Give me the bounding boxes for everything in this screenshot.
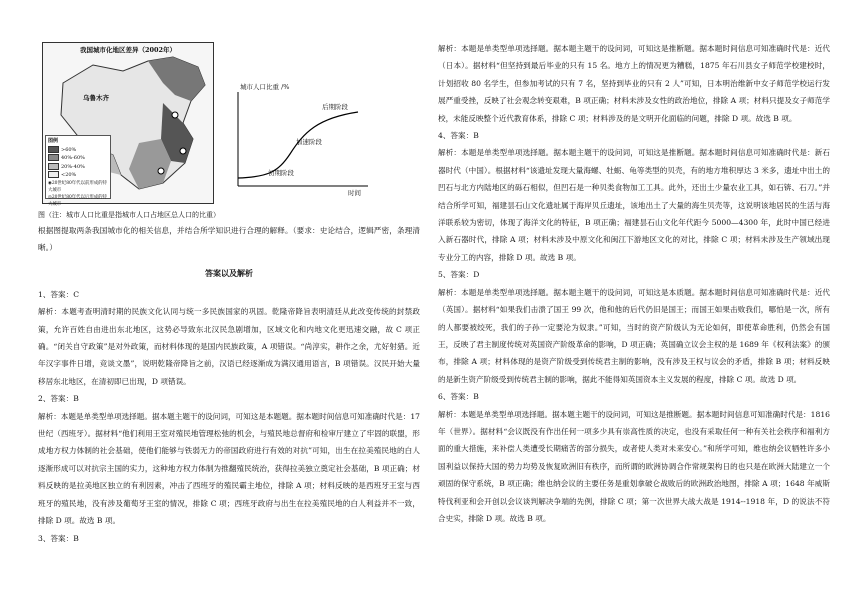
answer-4-label: 4、答案：B	[438, 131, 479, 141]
answer-1-label: 1、答案：C	[38, 289, 80, 299]
answer-5-label: 5、答案：D	[438, 270, 480, 280]
graph-ylabel: 城市人口比重 /%	[240, 83, 290, 91]
question-text: 根据图提取两条我国城市化的相关信息，并结合所学知识进行合理的解释。（要求：史论结合，逻辑严密，条理清晰。）	[38, 226, 420, 253]
stage-late: 后期阶段	[322, 103, 348, 111]
left-column	[38, 0, 420, 547]
legend-note: ◉20世纪80年代以前形成的特大城市	[48, 180, 107, 193]
answer-2-analysis: 解析：本题是单类型单项选择题。据本题主题干的设问词，可知这是本题题。据本题时间信息可知准确时代是：17 世纪（西班牙）。据材料“他们利用王室对殖民地管理松弛的机会，与殖民地总督府和检审厅建立了牢固的联盟，形成地方权力体制的社会基础，使他们能够与铁弱无力的帝国政府进行有效的对抗”可知，出生在拉美殖民地的白人逐渐形成可以对抗宗主国的实力，这种地方权力体制为推翻殖民统治，获得拉美独立奠定社会基础，B 项正确；材料反映的是拉美地区独立的有利因素，冲击了西班牙的殖民霸主地位，排除 A 项；材料反映的是西班牙王室与西班牙的殖民地，没有涉及葡萄牙王室的情况，排除 C 项；西班牙政府与出生在拉美殖民地的白人利益并不一致，排除 D 项。故选 B 项。	[38, 411, 420, 526]
china-map	[42, 42, 214, 207]
legend-title: 图例	[48, 138, 59, 144]
answer-2-label: 2、答案：B	[38, 394, 79, 404]
answer-6-analysis: 解析：本题是单类型单项选择题。据本题主题干的设问词，可知这是推断题。据本题时间信息可知准确时代是：1816 年（世界）。据材料“会议既没有作出任何一项多少具有崇高性质的决定，也没有采取任何一种有关社会秩序和福利方面的重大措施，来补偿人类遭受长期痛苦的部分损失，或者使人类对未来安心。”和所学可知，维也纳会议牺牲许多小国利益以保持大国的势力均势及恢复欧洲旧有秩序，而所谓的欧洲协调合作常规架构日的也只是在欧洲大陆建立一个顽固的保守系统，B 项正确；维也纳会议的主要任务是重划拿破仑战败后的欧洲政治地图，排除 A 项；1648 年威斯特伐利亚和会开创以会议谈判解决争端的先例，排除 C 项；第一次世界大战大战是 1914--1918 年，D 的说法不符合史实，排除 D 项。故选 B 项。	[438, 409, 830, 523]
urbanization-curve	[218, 82, 378, 202]
map-city-label: 乌鲁木齐	[83, 94, 109, 102]
figure-caption: 图（注：城市人口比重是指城市人口占地区总人口的比重）	[38, 211, 220, 219]
legend-item: 40%-60%	[48, 154, 108, 163]
stage-accelerating: 加速阶段	[296, 138, 322, 146]
answer-4-analysis: 解析：本题是单类型单项选择题。据本题主题干的设问词，可知这是推断题。据本题时间信息可知准确时代是：新石器时代（中国）。根据材料“该遗址发现大量海螺、牡蛎、龟等类型的贝壳，有的地方堆积厚达 3 米多，遗址中出土的凹石与北方内陆地区的砾石相似，但凹石是一种贝类食物加工工具。此外，还出土少量农业工具，如石锛、石刀。”并结合所学可知，福建昙石山文化遗址属于海岸贝丘遗址，该地出土了大量的海生贝壳等，这说明该地居民的生活与海洋联系较为密切，体现了海洋文化的特征，B 项正确；福建昙石山文化年代距今 5000—4300 年，此时中国已经进入新石器时代，排除 A 项；材料未涉及中原文化和闽江下游地区文化的对比，排除 C 项；材料未涉及生产领域出现专业分工的内容，排除 D 项。故选 B 项。	[438, 148, 830, 262]
legend-item: <20%	[48, 171, 108, 180]
figure	[38, 42, 420, 210]
map-title: 我国城市化地区差异（2002年）	[79, 46, 177, 54]
answer-3-label: 3、答案：B	[38, 533, 79, 543]
graph-xlabel: 时间	[348, 189, 361, 197]
legend-note: ◎20世纪80年代以后形成的特大城市	[48, 194, 107, 207]
answer-5-analysis: 解析：本题是单类型单项选择题。据本题主题干的设问词，可知这是本质题。据本题时间信息可知准确时代是：近代（英国）。据材料“如果我们击溃了国王 99 次，他和他的后代仍旧是国王；而国王如果击败我们，哪怕是一次，所有的人都要被绞死，我们的子孙一定要沦为奴隶。”可知，当时的资产阶级认为无论如何，即使革命胜利，仍然会有国王，反映了君主制度传统对英国资产阶级革命的影响，D 项正确；英国确立议会主权的是 1689 年《权利法案》的颁布，排除 A 项；材料体现的是资产阶级受到传统君主制的影响，没有涉及王权与议会的矛盾，排除 B 项；材料反映的是新生资产阶级受到传统君主制的影响，据此不能得知英国资本主义发展的程度，排除 C 项。故选 D 项。	[438, 287, 830, 384]
section-title: 答案以及解析	[205, 267, 253, 278]
map-legend	[45, 135, 111, 207]
right-column	[438, 40, 830, 527]
legend-item: 20%-40%	[48, 163, 108, 172]
legend-item: >60%	[48, 146, 108, 155]
stage-initial: 初期阶段	[268, 169, 294, 177]
answer-6-label: 6、答案：B	[438, 392, 479, 402]
answer-1-analysis: 解析：本题考查明清时期的民族文化认同与统一多民族国家的巩固。乾隆帝降旨表明清廷从此改变传统的封禁政策，允许百姓自由进出东北地区，这势必导致东北汉民急剧增加，区域文化和内地文化更迅速交融，故 C 项正确。“闭关自守政策”是对外政策，而材料体现的是国内民族政策，A 项错误。“尚淳实，耕作之余，尤好射猎。近年汉字事件日增，竞谈文墨”，说明乾隆帝降旨之前，汉语已经逐渐成为满汉通用语言，B 项错误。汉民开始大量移居东北地区，在清初即已出现，D 项错误。	[38, 307, 420, 386]
answer-3-analysis: 解析：本题是单类型单项选择题。据本题主题干的设问词，可知这是推断题。据本题时间信息可知准确时代是：近代（日本）。据材料“但坚持到最后毕业的只有 15 名。地方上的情况更为糟糕，1875 年石川县女子师范学校建校时，计划招收 80 名学生，但参加考试的只有 7 名，坚持到毕业的只有 2 人”可知，日本明治维新中女子师范学校运行发展严重受挫，反映了社会观念转变艰难，B 项正确；材料未涉及女性的政治地位，排除 A 项；材料只提及女子师范学校，未能反映整个近代教育体系，排除 C 项；材料涉及的是文明开化面临的问题，排除 D 项。故选 B 项。	[438, 44, 830, 123]
